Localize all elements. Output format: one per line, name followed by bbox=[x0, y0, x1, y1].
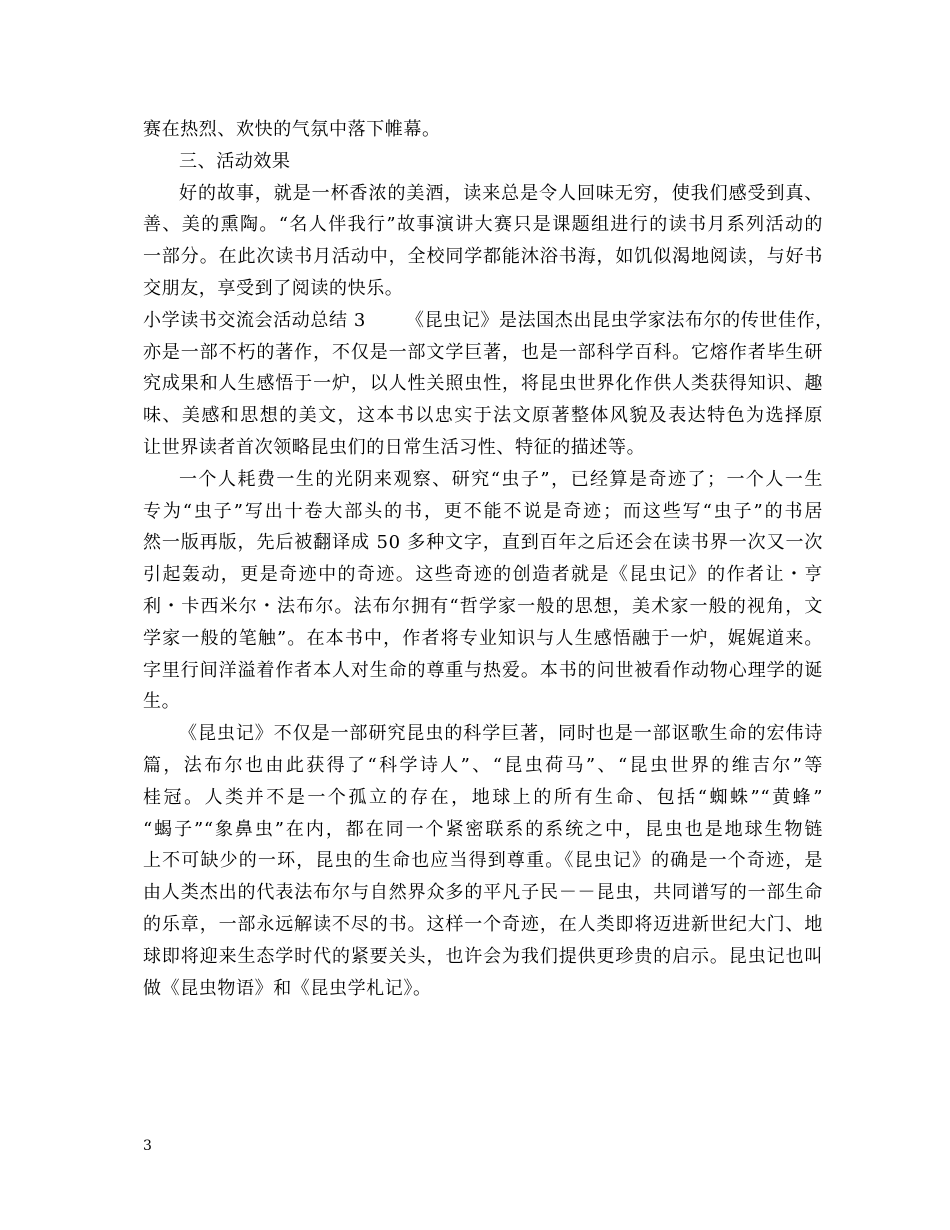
paragraph-line: 亦是一部不朽的著作，不仅是一部文学巨著，也是一部科学百科。它熔作者毕生研 bbox=[143, 341, 823, 363]
page-number: 3 bbox=[143, 1138, 152, 1154]
paragraph-line: 专为“虫子”写出十卷大部头的书，更不能不说是奇迹；而这些写“虫子”的书居 bbox=[143, 500, 823, 522]
summary-first-sentence: 《昆虫记》是法国杰出昆虫学家法布尔的传世佳作， bbox=[405, 309, 834, 331]
paragraph-line: 由人类杰出的代表法布尔与自然界众多的平凡子民－－昆虫，共同谱写的一部生命 bbox=[143, 882, 823, 904]
paragraph-line: 好的故事，就是一杯香浓的美酒，读来总是令人回味无穷，使我们感受到真、 bbox=[179, 182, 823, 204]
paragraph-line: 生。 bbox=[143, 691, 181, 713]
paragraph-line: 一部分。在此次读书月活动中，全校同学都能沐浴书海，如饥似渴地阅读，与好书 bbox=[143, 246, 823, 268]
paragraph-line: 字里行间洋溢着作者本人对生命的尊重与热爱。本书的问世被看作动物心理学的诞 bbox=[143, 659, 823, 681]
summary-paragraph-3 bbox=[143, 718, 823, 1004]
document-body bbox=[143, 114, 834, 1004]
paragraph-line: 的乐章，一部永远解读不尽的书。这样一个奇迹，在人类即将迈进新世纪大门、地 bbox=[143, 913, 823, 935]
paragraph-line: 让世界读者首次领略昆虫们的日常生活习性、特征的描述等。 bbox=[143, 436, 646, 458]
summary-title: 小学读书交流会活动总结 3 bbox=[143, 309, 366, 331]
paragraph-line: 味、美感和思想的美文，这本书以忠实于法文原著整体风貌及表达特色为选择原 bbox=[143, 405, 823, 427]
paragraph-line: “蝎子”“象鼻虫”在内，都在同一个紧密联系的系统之中，昆虫也是地球生物链 bbox=[143, 818, 823, 840]
paragraph-line: 桂冠。人类并不是一个孤立的存在，地球上的所有生命、包括“蜘蛛”“黄蜂” bbox=[143, 786, 823, 808]
paragraph-line: 引起轰动，更是奇迹中的奇迹。这些奇迹的创造者就是《昆虫记》的作者让・亨 bbox=[143, 564, 823, 586]
paragraph-line: 《昆虫记》不仅是一部研究昆虫的科学巨著，同时也是一部讴歌生命的宏伟诗 bbox=[179, 723, 823, 745]
paragraph-line: 究成果和人生感悟于一炉，以人性关照虫性，将昆虫世界化作供人类获得知识、趣 bbox=[143, 373, 823, 395]
summary-paragraph-1 bbox=[143, 337, 823, 464]
paragraph-line: 一个人耗费一生的光阴来观察、研究“虫子”，已经算是奇迹了；一个人一生 bbox=[179, 468, 823, 490]
paragraph-line: 上不可缺少的一环，昆虫的生命也应当得到尊重。《昆虫记》的确是一个奇迹，是 bbox=[143, 850, 823, 872]
section-three-paragraph bbox=[143, 178, 823, 305]
paragraph-line: 利・卡西米尔・法布尔。法布尔拥有“哲学家一般的思想，美术家一般的视角，文 bbox=[143, 595, 823, 617]
paragraph-line: 球即将迎来生态学时代的紧要关头，也许会为我们提供更珍贵的启示。昆虫记也叫 bbox=[143, 945, 823, 967]
paragraph-line: 篇，法布尔也由此获得了“科学诗人”、“昆虫荷马”、“昆虫世界的维吉尔”等 bbox=[143, 754, 823, 776]
paragraph-line: 学家一般的笔触”。在本书中，作者将专业知识与人生感悟融于一炉，娓娓道来。 bbox=[143, 627, 823, 649]
summary-paragraph-2 bbox=[143, 464, 823, 718]
summary-title-line bbox=[143, 305, 834, 337]
paragraph-line: 交朋友，享受到了阅读的快乐。 bbox=[143, 277, 404, 299]
paragraph-line: 然一版再版，先后被翻译成 50 多种文字，直到百年之后还会在读书界一次又一次 bbox=[143, 532, 823, 554]
paragraph-line: 善、美的熏陶。“名人伴我行”故事演讲大赛只是课题组进行的读书月系列活动的 bbox=[143, 214, 823, 236]
intro-line: 赛在热烈、欢快的气氛中落下帷幕。 bbox=[143, 119, 441, 140]
section-heading: 三、活动效果 bbox=[179, 150, 291, 172]
paragraph-line: 做《昆虫物语》和《昆虫学札记》。 bbox=[143, 977, 432, 999]
